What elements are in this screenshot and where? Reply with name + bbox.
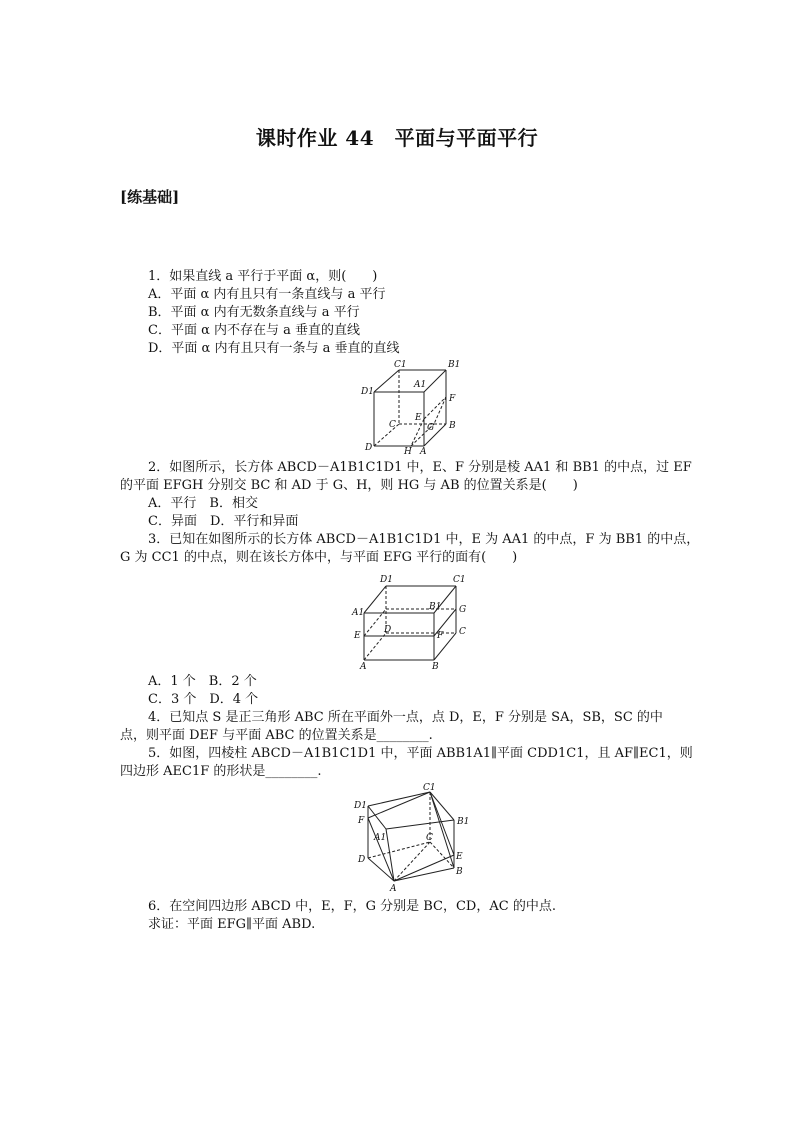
label-a: A [360, 662, 367, 670]
q6-line-2: 求证：平面 EFG∥平面 ABD. [148, 917, 316, 932]
figure-cuboid-2 [346, 572, 476, 670]
q2-line-1: 2．如图所示，长方体 ABCD－A1B1C1D1 中，E、F 分别是棱 AA1 和 BB1 的中点，过 EF [148, 460, 692, 475]
label-a1: A1 [374, 833, 387, 843]
label-f: F [449, 394, 456, 404]
edge [430, 792, 454, 820]
label-b: B [456, 867, 463, 877]
q2-options-cd: C．异面 D．平行和异面 [148, 514, 299, 529]
label-a: A [420, 447, 427, 456]
edge [368, 858, 394, 881]
label-d1: D1 [380, 575, 393, 585]
label-g: G [459, 605, 467, 615]
label-h: H [404, 447, 412, 456]
label-d1: D1 [354, 801, 367, 811]
label-c: C [389, 420, 396, 430]
label-a1: A1 [414, 380, 427, 390]
label-d: D [358, 855, 366, 865]
figure-cuboid-1 [356, 358, 466, 456]
edge [394, 868, 454, 881]
label-e: E [354, 631, 361, 641]
label-a: A [390, 884, 397, 894]
q1-option-a: A．平面 α 内有且只有一条直线与 a 平行 [148, 287, 386, 302]
q5-line-2: 四边形 AEC1F 的形状是________. [120, 764, 322, 779]
label-c: C [459, 627, 466, 637]
label-f: F [437, 631, 444, 641]
figure-prism-5 [346, 783, 476, 895]
q3-options-cd: C．3 个 D．4 个 [148, 692, 259, 707]
edge [386, 829, 394, 881]
label-b: B [449, 421, 456, 431]
label-b1: B1 [448, 360, 461, 370]
label-d: D [365, 443, 373, 453]
q1-stem: 1．如果直线 a 平行于平面 α，则( ) [148, 269, 378, 284]
page-title: 课时作业 44 平面与平面平行 [255, 126, 539, 150]
section-edge [368, 818, 394, 881]
q6-line-1: 6．在空间四边形 ABCD 中，E，F，G 分别是 BC，CD，AC 的中点. [148, 899, 556, 914]
label-g: G [427, 423, 435, 433]
q5-line-1: 5．如图，四棱柱 ABCD－A1B1C1D1 中，平面 ABB1A1∥平面 CDD1C1，且 AF∥EC1，则 [148, 746, 693, 761]
label-e: E [456, 852, 463, 862]
diagonal [394, 842, 430, 881]
label-b: B [432, 662, 439, 670]
hidden-edge [368, 842, 430, 858]
label-c1: C1 [394, 360, 407, 370]
edge [364, 586, 386, 613]
hidden-edge [364, 633, 386, 660]
q1-option-d: D．平面 α 内有且只有一条与 a 垂直的直线 [148, 341, 400, 356]
label-f: F [358, 816, 365, 826]
section-edge [424, 397, 446, 419]
label-a1: A1 [352, 608, 365, 618]
q3-line-1: 3．已知在如图所示的长方体 ABCD－A1B1C1D1 中，E 为 AA1 的中点，F 为 BB1 的中点， [148, 532, 700, 547]
section-edge [434, 397, 446, 424]
q4-line-1: 4．已知点 S 是正三角形 ABC 所在平面外一点，点 D，E，F 分别是 SA，SB，SC 的中 [148, 710, 663, 725]
q4-line-2: 点，则平面 DEF 与平面 ABC 的位置关系是________. [120, 728, 433, 743]
section-edge [411, 419, 424, 446]
q1-option-b: B．平面 α 内有无数条直线与 a 平行 [148, 305, 360, 320]
section-edge [368, 792, 430, 818]
edge [368, 792, 430, 806]
edge [424, 370, 446, 392]
section-heading: [练基础] [120, 188, 180, 206]
label-d1: D1 [361, 387, 374, 397]
label-b1: B1 [457, 817, 470, 827]
q3-options-ab: A．1 个 B．2 个 [148, 674, 257, 689]
label-e: E [415, 413, 422, 423]
label-c: C [426, 833, 433, 843]
edge [374, 370, 399, 392]
q3-line-2: G 为 CC1 的中点，则在该长方体中，与平面 EFG 平行的面有( ) [120, 550, 518, 565]
q1-option-c: C．平面 α 内不存在与 a 垂直的直线 [148, 323, 361, 338]
label-c1: C1 [453, 575, 466, 585]
label-b1: B1 [429, 602, 442, 612]
label-d: D [384, 625, 392, 635]
q2-options-ab: A．平行 B．相交 [148, 496, 258, 511]
label-c1: C1 [423, 783, 436, 793]
q2-line-2: 的平面 EFGH 分别交 BC 和 AD 于 G、H，则 HG 与 AB 的位置关系是( ) [120, 478, 578, 493]
